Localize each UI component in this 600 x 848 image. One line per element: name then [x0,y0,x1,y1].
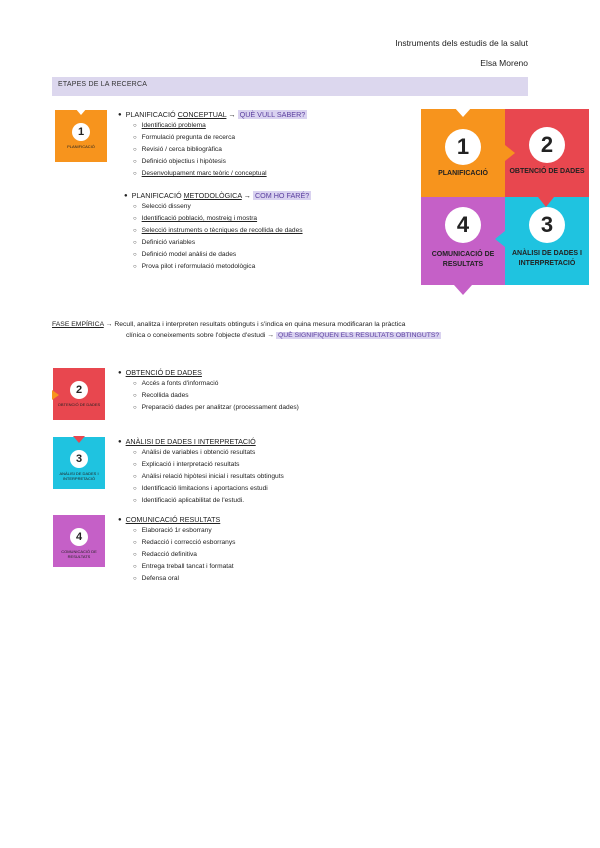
quadrant-obtencio: 2 OBTENCIÓ DE DADES [505,109,589,197]
tile-planificacio [55,110,107,162]
obtencio-list [133,378,299,414]
tile-label: ANÀLISI DE DADES I INTERPRETACIÓ [59,471,99,481]
quadrant-comunicacio: 4 COMUNICACIÓ DE RESULTATS [421,197,505,285]
tile-obtencio [53,368,105,420]
arrow-right-icon [52,390,59,400]
comunicacio-list [133,525,235,585]
list-item: ○ Selecció disseny [133,201,303,213]
list-item: ○ Definició objectius i hipòtesis [133,156,267,168]
fase-empirica-line2 [126,330,526,341]
plan-conceptual-heading [118,110,307,119]
list-item: ○ Accés a fonts d'informació [133,378,299,390]
list-item: ○ Revisió / cerca bibliogràfica [133,144,267,156]
arrow-right-icon: → [267,332,275,339]
plan-metodologica-heading [124,191,311,200]
list-item: ○ Identificació població, mostreig i mostra [133,213,303,225]
list-item: ○ Redacció definitiva [133,549,235,561]
list-item: ○ Recollida dades [133,390,299,402]
plan-conceptual-list [133,120,267,180]
arrow-right-icon: → [105,321,113,328]
analisi-list [133,447,284,507]
tile-label: PLANIFICACIÓ [67,144,95,149]
arrow-right-icon [505,145,515,161]
list-item: ○ Preparació dades per analitzar (processament dades) [133,402,299,414]
document-title: Instruments dels estudis de la salut [395,38,528,48]
arrow-down-icon [73,436,85,443]
obtencio-heading: ● OBTENCIÓ DE DADES [118,368,202,377]
list-item: ○ Prova pilot i reformulació metodològica [133,261,303,273]
quadrant-analisi: 3 ANÀLISI DE DADES I INTERPRETACIÓ [505,197,589,285]
list-item: ○ Identificació aplicabilitat de l'estudi. [133,495,284,507]
list-item: ○ Redacció i correcció esborranys [133,537,235,549]
list-item: ○ Explicació i interpretació resultats [133,459,284,471]
list-item: ○ Definició variables [133,237,303,249]
tile-label: COMUNICACIÓ DE RESULTATS [61,549,97,559]
plan-kind: CONCEPTUAL [177,110,227,119]
list-item: ○ Identificació problema [133,120,267,132]
author-name: Elsa Moreno [480,58,528,68]
list-item: ○ Entrega treball tancat i formatat [133,561,235,573]
list-item: ○ Anàlisi relació hipòtesi inicial i resultats obtinguts [133,471,284,483]
list-item: ○ Definició model anàlisi de dades [133,249,303,261]
plan-metodologica-list [133,201,303,273]
list-item: ○ Defensa oral [133,573,235,585]
section-banner-label: ETAPES DE LA RECERCA [58,81,148,88]
plan-kind: METODOLÒGICA [183,191,242,200]
tile-label: OBTENCIÓ DE DADES [57,402,101,407]
fase-text: clínica o coneixements sobre l'objecte d'estudi [126,332,266,339]
arrow-down-icon [538,197,554,207]
plan-prefix: PLANIFICACIÓ [131,191,182,200]
arrow-right-icon: → [228,110,236,119]
list-item: ○ Identificació limitacions i aportacions estudi [133,483,284,495]
list-item: ○ Anàlisi de variables i obtenció resultats [133,447,284,459]
fase-question: QUÈ SIGNIFIQUEN ELS RESULTATS OBTINGUTS? [277,332,440,339]
section-banner [52,77,528,96]
tile-number: 2 [70,381,88,399]
list-item: ○ Selecció instruments o tècniques de recollida de dades [133,225,303,237]
fase-text: Recull, analitza i interpreten resultats obtinguts i s'indica en quina mesura modificaran la pràctica [114,321,406,328]
fase-label: FASE EMPÍRICA [52,321,104,328]
tile-analisi [53,437,105,489]
arrow-right-icon: → [243,191,251,200]
comunicacio-heading: ● COMUNICACIÓ RESULTATS [118,515,220,524]
tile-comunicacio [53,515,105,567]
list-item: ○ Desenvolupament marc teòric / conceptual [133,168,267,180]
arrow-down-icon [75,108,87,115]
list-item: ○ Formulació pregunta de recerca [133,132,267,144]
analisi-heading: ● ANÀLISI DE DADES I INTERPRETACIÓ [118,437,256,446]
tile-number: 1 [72,123,90,141]
arrow-down-icon [454,285,472,295]
quadrant-planificacio: 1 PLANIFICACIÓ [421,109,505,197]
plan-question: QUÈ VULL SABER? [239,110,306,119]
tile-number: 4 [70,528,88,546]
list-item: ○ Elaboració 1r esborrany [133,525,235,537]
fase-empirica [52,319,522,330]
plan-question: COM HO FARÉ? [254,191,310,200]
research-stages-diagram [421,109,589,285]
arrow-down-icon [454,107,472,117]
tile-number: 3 [70,450,88,468]
arrow-left-icon [495,231,505,247]
plan-prefix: PLANIFICACIÓ [125,110,176,119]
